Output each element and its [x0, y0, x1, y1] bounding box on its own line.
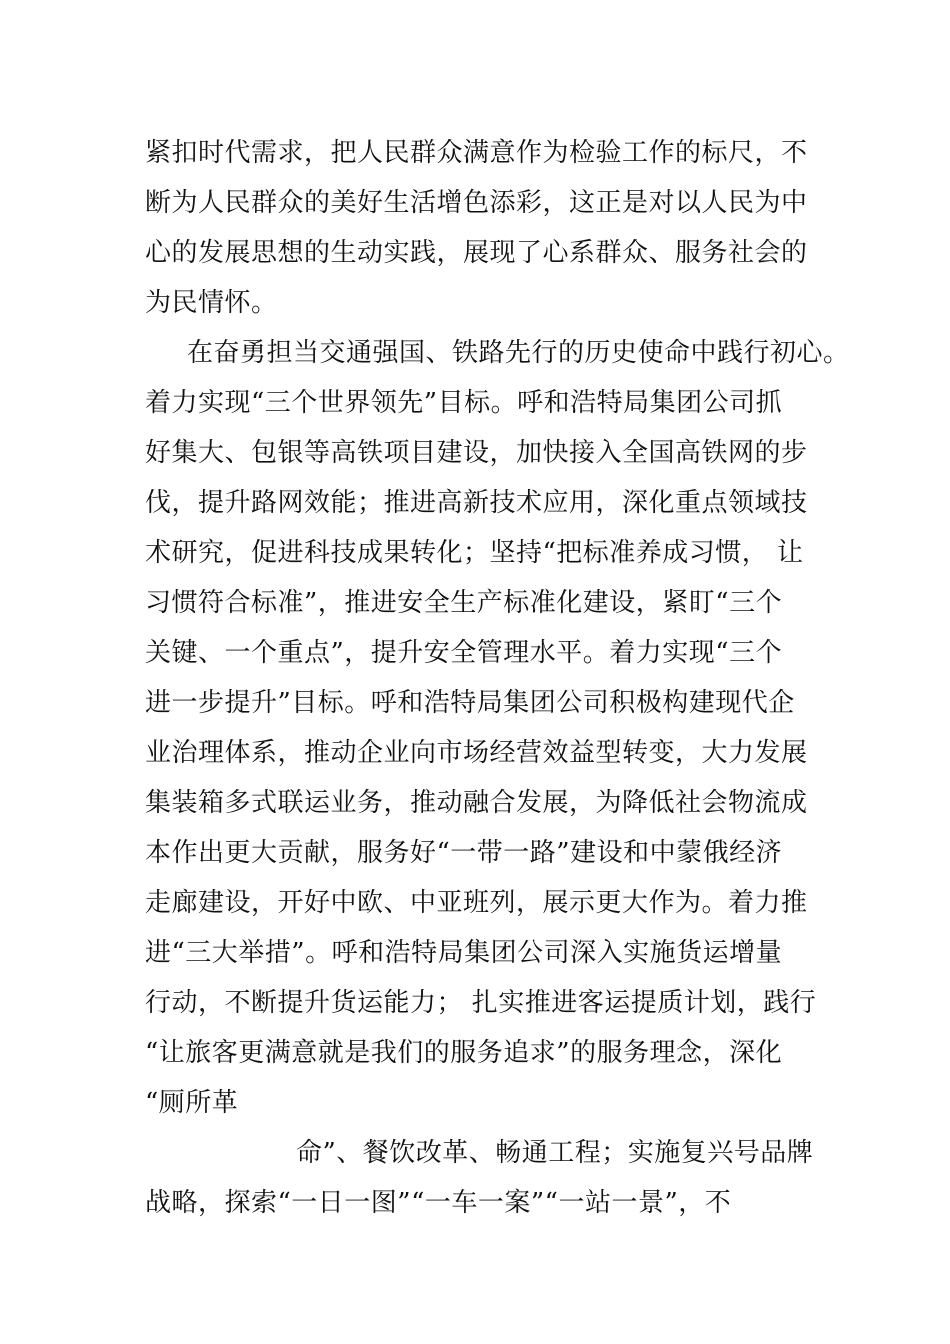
text-line: 心的发展思想的生动实践，展现了心系群众、服务社会的 [145, 238, 808, 268]
text-line: 习惯符合标准”，推进安全生产标准化建设，紧盯“三个 [145, 588, 783, 618]
text-line: 关键、一个重点”，提升安全管理水平。着力实现“三个 [145, 638, 783, 668]
text-line: 着力实现“三个世界领先”目标。呼和浩特局集团公司抓 [145, 388, 783, 418]
text-line: 进“三大举措”。呼和浩特局集团公司深入实施货运增量 [145, 938, 783, 968]
text-line: 术研究，促进科技成果转化；坚持“把标准养成习惯， 让 [145, 538, 804, 568]
text-line: 行动，不断提升货运能力； 扎实推进客运提质计划，践行 [145, 988, 817, 1018]
text-line-indented: 命”、餐饮改革、畅通工程；实施复兴号品牌 [296, 1138, 814, 1168]
text-line: 断为人民群众的美好生活增色添彩，这正是对以人民为中 [145, 188, 808, 218]
text-line: 伐，提升路网效能；推进高新技术应用，深化重点领域技 [145, 488, 808, 518]
text-line: 为民情怀。 [145, 288, 278, 318]
text-line: “让旅客更满意就是我们的服务追求”的服务理念，深化 [145, 1038, 783, 1068]
text-line: 紧扣时代需求，把人民群众满意作为检验工作的标尺，不 [145, 138, 808, 168]
text-line: 好集大、包银等高铁项目建设，加快接入全国高铁网的步 [145, 438, 808, 468]
text-line: “厕所革 [145, 1088, 239, 1118]
text-line: 集装箱多式联运业务，推动融合发展，为降低社会物流成 [145, 788, 808, 818]
text-line: 进一步提升”目标。呼和浩特局集团公司积极构建现代企 [145, 688, 795, 718]
text-line: 战略，探索“一日一图”“一车一案”“一站一景”，不 [145, 1188, 732, 1218]
paragraph-first-line: 在奋勇担当交通强国、铁路先行的历史使命中践行初心。 [187, 338, 850, 368]
text-line: 业治理体系，推动企业向市场经营效益型转变，大力发展 [145, 738, 808, 768]
text-line: 走廊建设，开好中欧、中亚班列，展示更大作为。着力推 [145, 888, 808, 918]
text-line: 本作出更大贡献，服务好“一带一路”建设和中蒙俄经济 [145, 838, 783, 868]
